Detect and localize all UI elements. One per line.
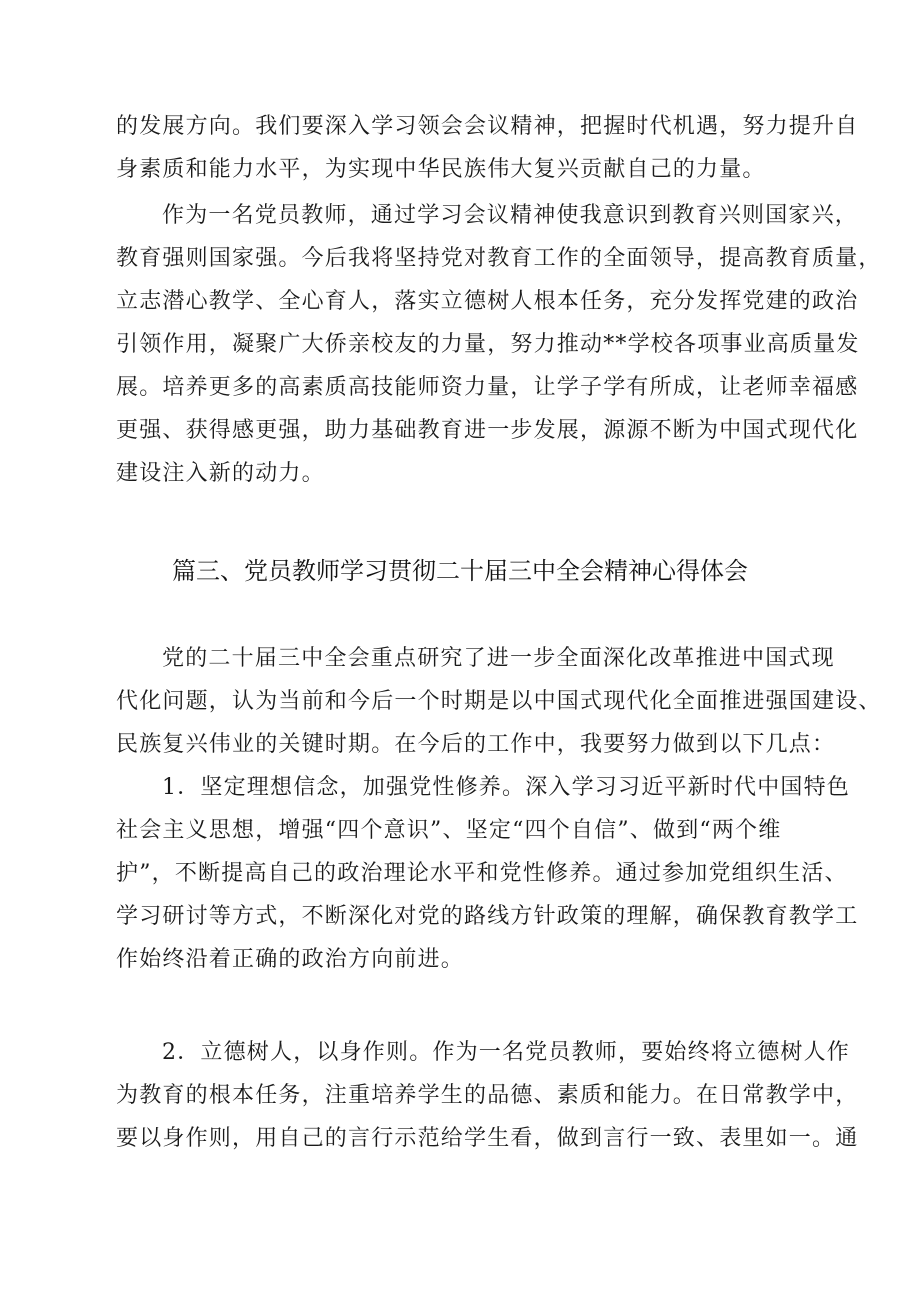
- teacher-line-4: 引领作用，凝聚广大侨亲校友的力量，努力推动**学校各项事业高质量发: [116, 332, 860, 357]
- point-1-line-4: 学习研讨等方式，不断深化对党的路线方针政策的理解，确保教育教学工: [116, 904, 859, 929]
- intro-line-1: 的发展方向。我们要深入学习领会会议精神，把握时代机遇，努力提升自: [116, 114, 859, 139]
- section-intro-line-1: 党的二十届三中全会重点研究了进一步全面深化改革推进中国式现: [162, 646, 835, 671]
- teacher-line-5: 展。培养更多的高素质高技能师资力量，让学子学有所成，让老师幸福感: [116, 375, 859, 400]
- point-1-line-2: 社会主义思想，增强“四个意识”、坚定“四个自信”、做到“两个维: [116, 818, 782, 843]
- teacher-line-1: 作为一名党员教师，通过学习会议精神使我意识到教育兴则国家兴，: [162, 203, 859, 228]
- section-intro-line-2: 代化问题，认为当前和今后一个时期是以中国式现代化全面推进强国建设、: [116, 689, 882, 714]
- teacher-line-6: 更强、获得感更强，助力基础教育进一步发展，源源不断为中国式现代化: [116, 418, 859, 443]
- point-2-line-2: 为教育的根本任务，注重培养学生的品德、素质和能力。在日常教学中，: [116, 1083, 859, 1108]
- point-2-line-3: 要以身作则，用自己的言行示范给学生看，做到言行一致、表里如一。通: [116, 1126, 859, 1151]
- teacher-line-7: 建设注入新的动力。: [116, 461, 325, 486]
- intro-line-2: 身素质和能力水平，为实现中华民族伟大复兴贡献自己的力量。: [116, 157, 766, 182]
- section-intro-line-3: 民族复兴伟业的关键时期。在今后的工作中，我要努力做到以下几点：: [116, 732, 836, 757]
- point-1-line-3: 护”，不断提高自己的政治理论水平和党性修养。通过参加党组织生活、: [116, 861, 848, 886]
- section-title: 篇三、党员教师学习贯彻二十届三中全会精神心得体会: [172, 557, 748, 585]
- teacher-line-3: 立志潜心教学、全心育人，落实立德树人根本任务，充分发挥党建的政治: [116, 289, 859, 314]
- point-2-line-1: 2．立德树人，以身作则。作为一名党员教师，要始终将立德树人作: [162, 1040, 850, 1065]
- teacher-line-2: 教育强则国家强。今后我将坚持党对教育工作的全面领导，提高教育质量，: [116, 246, 882, 271]
- point-1-line-1: 1．坚定理想信念，加强党性修养。深入学习习近平新时代中国特色: [162, 775, 850, 800]
- point-1-line-5: 作始终沿着正确的政治方向前进。: [116, 947, 465, 972]
